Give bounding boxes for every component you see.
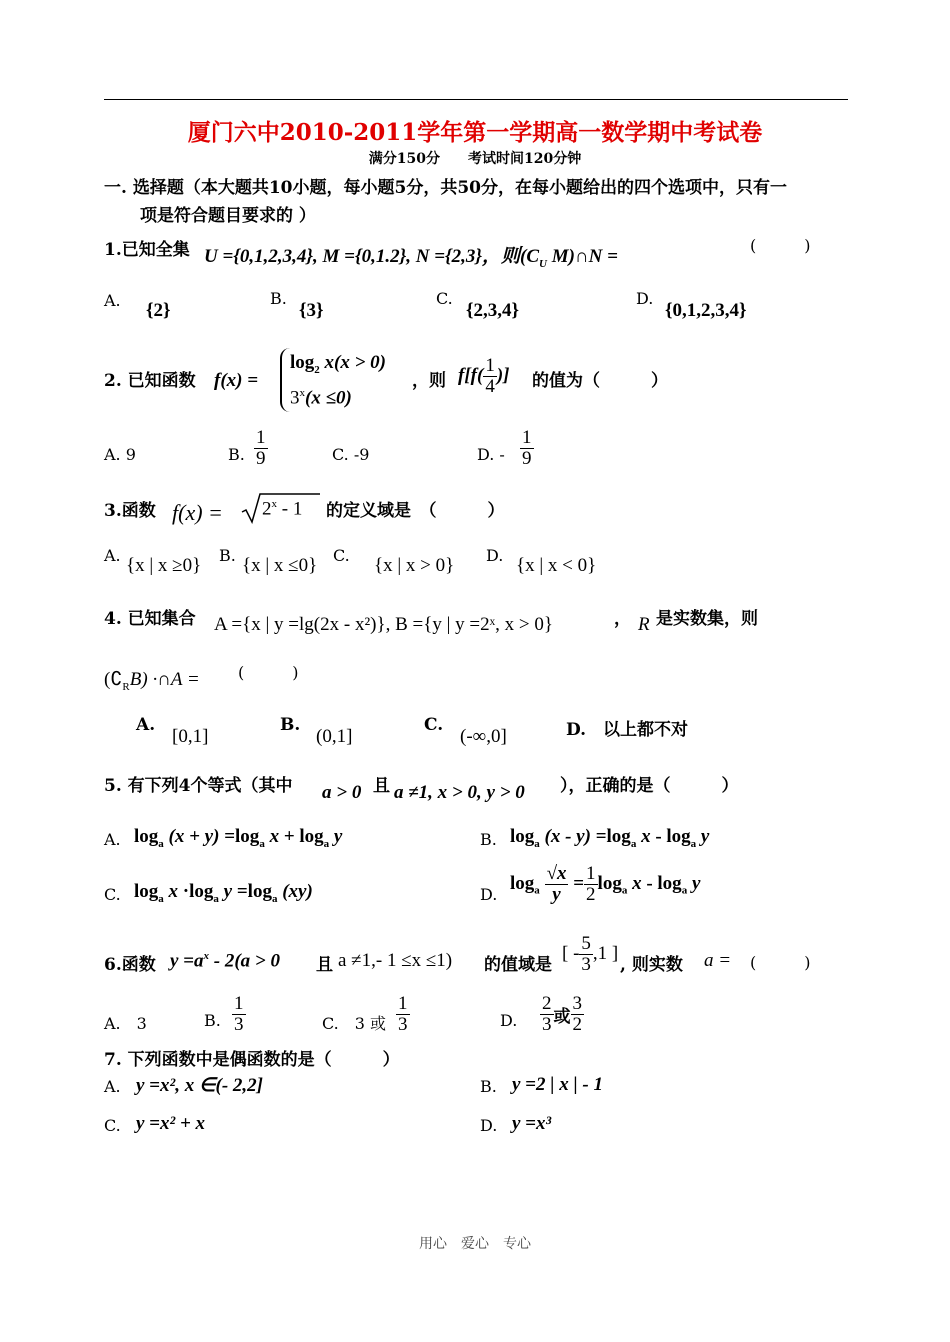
question-4-suffix: 是实数集，则: [656, 609, 758, 629]
qie: 且: [373, 776, 390, 796]
option-value: $\log_a x \cdot\log_a$ $y =\log_a$ (xy): [134, 881, 313, 905]
option: A. 3: [104, 1014, 147, 1033]
option-text: D. 以上都不对: [566, 720, 689, 740]
qie: 且: [316, 955, 333, 975]
option-value: y =2 | x | - 1: [512, 1074, 603, 1095]
question-2-suffix: 的值为（ ）: [532, 371, 668, 391]
question-6-label: 6.函数: [104, 955, 156, 975]
question-3-fx: f(x) =: [172, 500, 223, 525]
exam-info: 满分150分 考试时间120分钟: [368, 151, 582, 167]
option-value: {2}: [146, 300, 171, 321]
case-1: $\log_2 x(x > 0)$: [290, 352, 387, 376]
section-heading-cont: 项是符合题目要求的 ）: [140, 206, 316, 226]
option-label: A.: [104, 546, 121, 565]
option-fraction: $\frac{1}{3}$: [234, 993, 244, 1035]
case-2: $3^x(x \le 0)$: [290, 387, 352, 409]
condition-2: a ≠1, x > 0, y > 0: [394, 782, 525, 803]
option-value: {0,1,2,3,4}: [665, 300, 747, 321]
option-fraction: $\frac{1}{9}$: [522, 427, 532, 469]
option-value: [0,1]: [172, 726, 209, 747]
question-6-tail: , 则实数: [620, 955, 683, 975]
option-label: B.: [480, 830, 497, 849]
option-fraction: $\frac{1}{3}$: [398, 993, 408, 1035]
option-value: $\log_a (x + y) =\log_a$ $x + \log_a y$: [134, 826, 343, 850]
question-2-fx: f(x) =: [214, 370, 259, 391]
question-6-mid: 的值域是: [484, 955, 552, 975]
option-value: (-∞,0]: [460, 726, 507, 747]
question-4-math: A ={x | y =lg(2x - x²)}, B ={y | y =2ˣ, x > 0}: [214, 614, 553, 635]
option-label: D.: [480, 1116, 498, 1135]
question-1-label: 1.已知全集: [104, 240, 190, 260]
option-label: D.: [486, 546, 504, 565]
question-3-suffix: 的定义域是 （ ）: [326, 501, 505, 521]
question-2-mid: ，则: [412, 371, 446, 391]
option-label: D. -: [477, 445, 505, 464]
question-4-label: 4. 已知集合: [104, 609, 196, 629]
option: A. 9: [104, 445, 136, 464]
option-fraction: $\frac{1}{9}$: [256, 427, 266, 469]
question-5-suffix: ），正确的是（ ）: [560, 776, 739, 796]
top-rule: [104, 99, 848, 100]
option-label: D.: [500, 1011, 518, 1030]
option-label: A.: [136, 715, 156, 735]
option-label: C.: [104, 885, 121, 904]
option-value: $\log_a (x - y) =\log_a$ x - $\log_a y$: [510, 826, 710, 850]
question-2-expr: f[f( $\frac{1}{4}$ )]: [458, 355, 510, 397]
option-value: {x | x ≥0}: [126, 555, 202, 576]
range-interval: [ - $\frac{5}{3}$ ,1 ]: [562, 933, 619, 975]
option-value: {x | x ≤0}: [242, 555, 318, 576]
option-label: B.: [228, 445, 245, 464]
option-label: C.: [104, 1116, 121, 1135]
answer-paren: ( ): [750, 236, 811, 255]
question-3-label: 3.函数: [104, 501, 156, 521]
question-2-label: 2. 已知函数: [104, 371, 196, 391]
option-label: B.: [204, 1011, 221, 1030]
option-label: B.: [280, 715, 301, 735]
option-value: {3}: [299, 300, 324, 321]
option-label: A.: [104, 830, 121, 849]
option-label: A.: [104, 291, 121, 310]
option-value: {2,3,4}: [466, 300, 519, 321]
answer-paren: ( ): [238, 663, 299, 682]
option: C. -9: [332, 445, 370, 464]
option-value: y =x³: [512, 1113, 552, 1134]
option-label: C.: [424, 715, 444, 735]
option-value: $\log_a$ $\frac{√x}{y}$ = $\frac{1}{2}$ $\log_a x - \log_a y$: [510, 863, 701, 905]
option-label: B.: [219, 546, 236, 565]
question-1-math: U ={0,1,2,3,4}, M ={0,1.2}, N ={2,3}，则($C_U$ M)∩N =: [204, 246, 618, 270]
question-6-math: $y =a^x - 2(a > 0$: [170, 950, 280, 972]
comma: ，: [614, 609, 631, 629]
var-a: a =: [704, 950, 732, 971]
option-label: B.: [270, 289, 287, 308]
option-value: {x | x > 0}: [374, 555, 455, 576]
option-label: C. 3 或: [322, 1014, 387, 1033]
option-value: y =x², x ∈(- 2,2]: [136, 1075, 263, 1096]
option-label: D.: [636, 289, 654, 308]
condition-1: a > 0: [322, 782, 362, 803]
option-value: {x | x < 0}: [516, 555, 597, 576]
option-label: A.: [104, 1077, 121, 1096]
real-set: R: [638, 614, 650, 635]
option-fraction: $\frac{2}{3}$ 或 $\frac{3}{2}$: [542, 993, 582, 1035]
option-label: D.: [480, 885, 498, 904]
page-footer: 用心 爱心 专心: [419, 1236, 531, 1252]
sqrt-expression: 2$^x$ - 1: [240, 492, 320, 522]
answer-paren: ( ): [750, 953, 811, 972]
option-label: C.: [333, 546, 350, 565]
option-value: (0,1]: [316, 726, 353, 747]
question-7-label: 7. 下列函数中是偶函数的是（ ）: [104, 1050, 400, 1070]
option-value: y =x² + x: [136, 1113, 206, 1134]
question-5-label: 5. 有下列4个等式（其中: [104, 776, 293, 796]
question-4-line2: $(∁_RB)$ ·∩A =: [104, 669, 200, 693]
section-heading: 一. 选择题（本大题共10小题，每小题5分，共50分，在每小题给出的四个选项中，只有一: [104, 178, 787, 198]
option-label: B.: [480, 1077, 497, 1096]
page-title: 厦门六中2010-2011学年第一学期高一数学期中考试卷: [187, 119, 763, 146]
question-6-cond: a ≠1,- 1 ≤x ≤1): [338, 950, 453, 971]
option-label: C.: [436, 289, 453, 308]
